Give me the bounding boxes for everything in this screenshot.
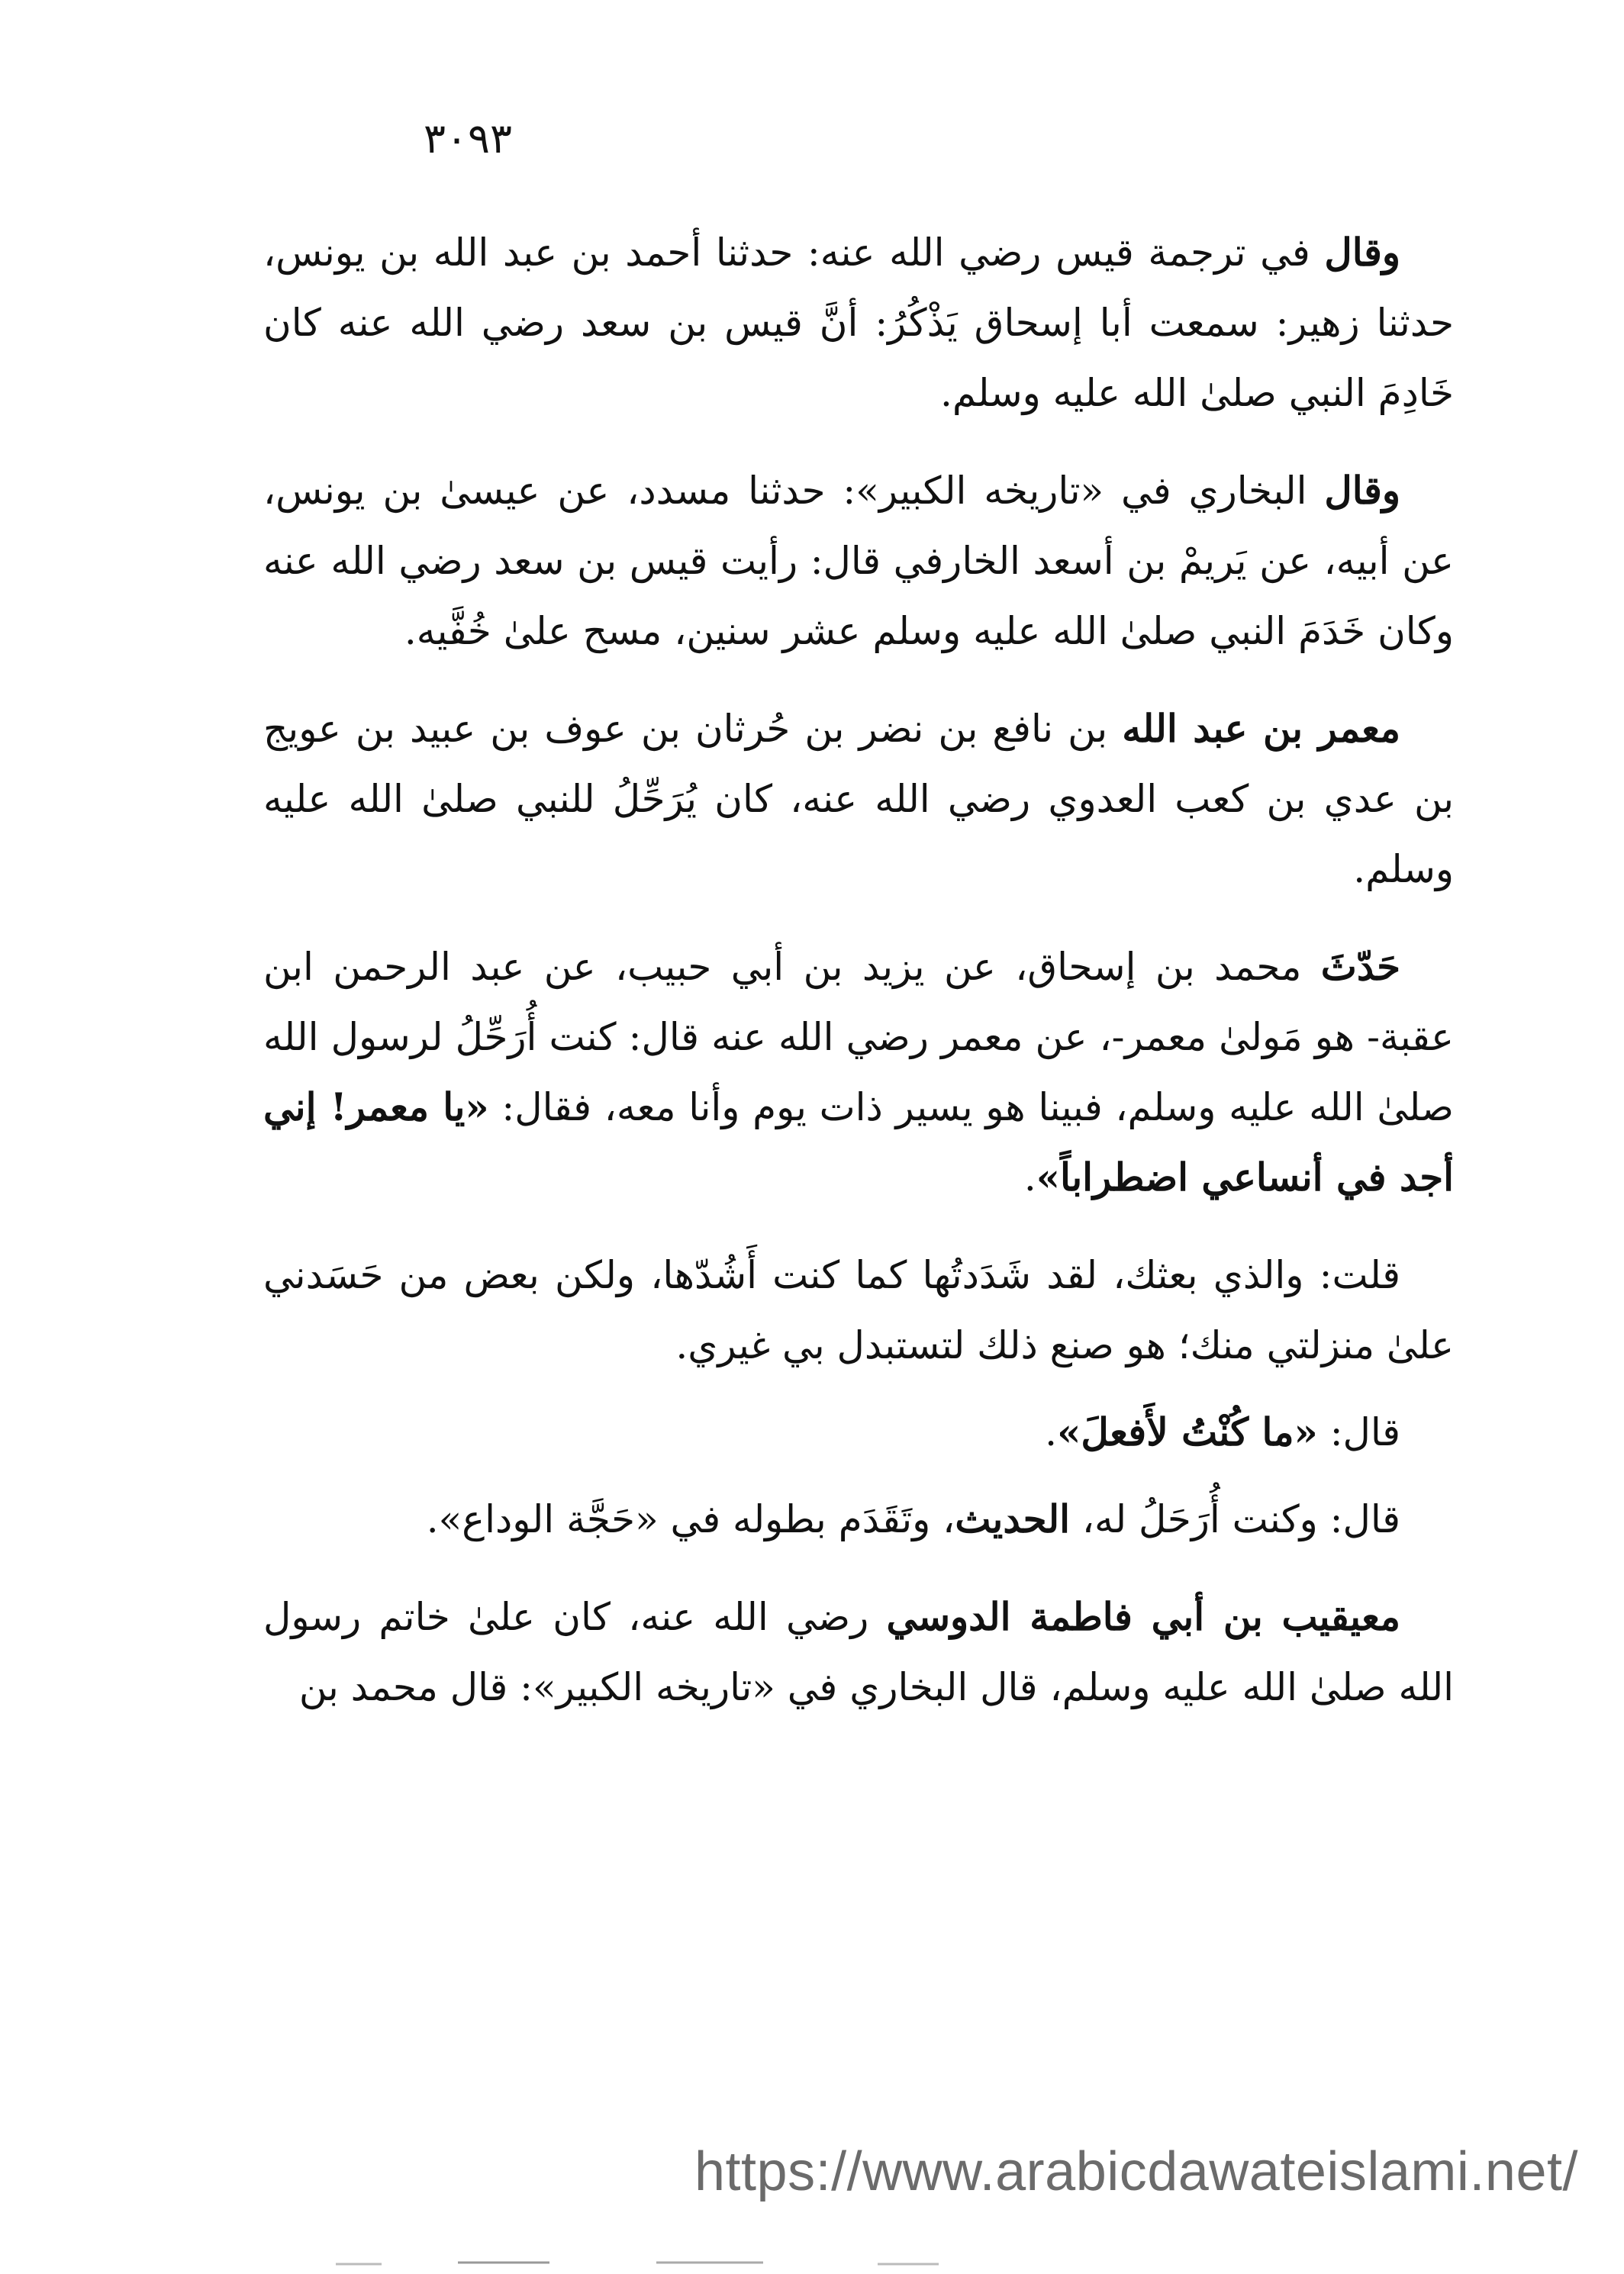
paragraph bbox=[263, 932, 1454, 1213]
scan-edge-marks bbox=[0, 2255, 1624, 2274]
body-text: قال: وكنت أُرَحَلُ له، bbox=[1069, 1497, 1400, 1541]
paragraph bbox=[263, 1240, 1454, 1380]
paragraph bbox=[263, 217, 1454, 428]
bold-text: حَدّثَ bbox=[1320, 944, 1400, 989]
main-text bbox=[263, 217, 1454, 1750]
paragraph bbox=[263, 694, 1454, 904]
body-text: محمد بن إسحاق، عن يزيد بن أبي حبيب، عن عبد الرحمن ابن عقبة- هو مَولىٰ معمر-، عن معمر رضي الله عنه قال: كنت أُرَحِّلُ لرسول الله صلىٰ الله عليه وسلم، فبينا هو يسير ذات يوم وأنا معه، فقال: bbox=[263, 945, 1455, 1129]
body-text: قال: bbox=[1317, 1410, 1400, 1454]
paragraph bbox=[263, 456, 1454, 666]
bold-text: وقال bbox=[1324, 468, 1400, 513]
body-text: بن نافع بن نضر بن حُرثان بن عوف بن عبيد بن عويج بن عدي بن كعب العدوي رضي الله عنه، كان يُرَحِّلُ للنبي صلىٰ الله عليه وسلم. bbox=[263, 707, 1454, 891]
body-text: رضي الله عنه، كان علىٰ خاتم رسول الله صلىٰ الله عليه وسلم، قال البخاري في «تاريخه الكبير»: قال محمد بن bbox=[263, 1595, 1454, 1709]
paragraph bbox=[263, 1582, 1454, 1722]
body-text: قلت: والذي بعثك، لقد شَدَدتُها كما كنت أَشُدّها، ولكن بعض من حَسَدني علىٰ منزلتي منك؛ هو صنع ذلك لتستبدل بي غيري. bbox=[263, 1253, 1454, 1367]
bold-text: «ما كُنْتُ لأَفعلَ» bbox=[1057, 1409, 1318, 1454]
paragraph bbox=[263, 1484, 1454, 1554]
bold-text: معمر بن عبد الله bbox=[1122, 706, 1400, 751]
body-text: . bbox=[1023, 1155, 1036, 1200]
bold-text: الحديث bbox=[955, 1496, 1070, 1541]
body-text: ، وتَقَدَم بطوله في «حَجَّة الوداع». bbox=[426, 1497, 955, 1541]
bold-text: «يا معمر! إني أجد في أنساعي اضطراباً» bbox=[263, 1084, 1454, 1200]
bold-text: معيقيب بن أبي فاطمة الدوسي bbox=[886, 1594, 1401, 1639]
page-number: ٣٠٩٣ bbox=[424, 114, 513, 163]
body-text: في ترجمة قيس رضي الله عنه: حدثنا أحمد بن عبد الله بن يونس، حدثنا زهير: سمعت أبا إسحاق يَذْكُرُ: أنَّ قيس بن سعد رضي الله عنه كان خَادِمَ النبي صلىٰ الله عليه وسلم. bbox=[263, 230, 1454, 415]
bold-text: وقال bbox=[1324, 230, 1400, 275]
body-text: البخاري في «تاريخه الكبير»: حدثنا مسدد، عن عيسىٰ بن يونس، عن أبيه، عن يَريمْ بن أسعد الخارفي قال: رأيت قيس بن سعد رضي الله عنه وكان خَدَمَ النبي صلىٰ الله عليه وسلم عشر سنين، مسح علىٰ خُفَّيه. bbox=[263, 469, 1454, 653]
body-text: . bbox=[1045, 1410, 1058, 1454]
watermark-url: https://www.arabicdawateislami.net/ bbox=[694, 2141, 1579, 2202]
paragraph bbox=[263, 1397, 1454, 1467]
